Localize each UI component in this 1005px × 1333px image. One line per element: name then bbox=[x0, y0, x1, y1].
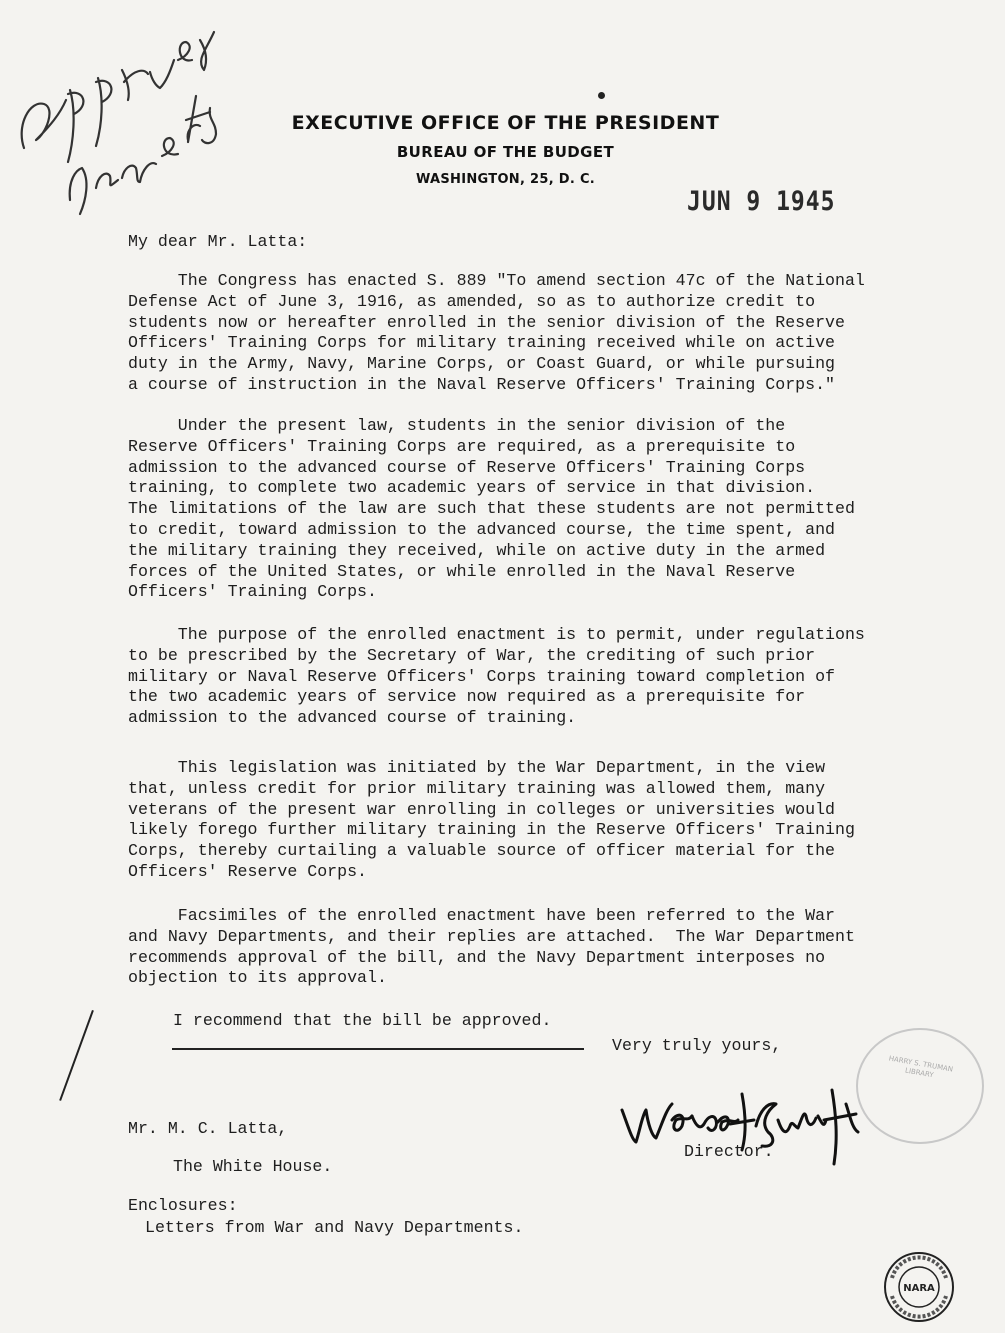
letterhead-office: EXECUTIVE OFFICE OF THE PRESIDENT bbox=[291, 112, 720, 134]
paragraph-line: admission to the advanced course of Reserve Officers' Training Corps bbox=[128, 457, 806, 477]
date-stamp: JUN 9 1945 bbox=[687, 187, 836, 217]
paragraph-line: that, unless credit for prior military training was allowed them, many bbox=[128, 778, 826, 798]
paragraph-1 bbox=[128, 271, 928, 396]
paragraph-line: Officers' Training Corps for military training received while on active bbox=[128, 333, 836, 353]
paragraph-line: forces of the United States, or while enrolled in the Naval Reserve bbox=[128, 561, 796, 581]
enclosures-label: Enclosures: bbox=[128, 1196, 238, 1215]
library-stamp-text: HARRY S. TRUMAN LIBRARY bbox=[888, 1054, 954, 1080]
paragraph-line: Officers' Training Corps. bbox=[128, 582, 377, 602]
paragraph-line: recommends approval of the bill, and the Navy Department interposes no bbox=[128, 947, 826, 967]
paragraph-2 bbox=[128, 416, 928, 603]
paragraph-line: veterans of the present war enrolling in colleges or universities would bbox=[128, 799, 836, 819]
enclosures-item: Letters from War and Navy Departments. bbox=[145, 1218, 524, 1237]
paragraph-line: The purpose of the enrolled enactment is to permit, under regulations bbox=[128, 625, 865, 644]
paragraph-5 bbox=[128, 906, 928, 989]
paragraph-line: Corps, thereby curtailing a valuable source of officer material for the bbox=[128, 841, 836, 861]
paragraph-line: Officers' Reserve Corps. bbox=[128, 861, 367, 881]
recommendation-underline bbox=[172, 1048, 584, 1050]
paragraph-4 bbox=[128, 758, 928, 883]
paragraph-3 bbox=[128, 625, 928, 729]
paragraph-line: training, to complete two academic years of service in that division. bbox=[128, 478, 816, 498]
signature-title: Director. bbox=[684, 1142, 774, 1161]
paragraph-line: the military training they received, while on active duty in the armed bbox=[128, 540, 826, 560]
paragraph-line: a course of instruction in the Naval Reserve Officers' Training Corps." bbox=[128, 374, 836, 394]
paragraph-line: admission to the advanced course of training. bbox=[128, 708, 577, 728]
closing: Very truly yours, bbox=[612, 1036, 782, 1055]
library-stamp-faint bbox=[856, 1028, 984, 1144]
addressee-org: The White House. bbox=[173, 1157, 333, 1176]
paragraph-line: Facsimiles of the enrolled enactment have been referred to the War bbox=[128, 906, 836, 925]
paragraph-line: Defense Act of June 3, 1916, as amended, so as to authorize credit to bbox=[128, 291, 816, 311]
paragraph-line: The limitations of the law are such that these students are not permitted bbox=[128, 499, 855, 519]
paragraph-line: likely forego further military training in the Reserve Officers' Training bbox=[128, 820, 855, 840]
paragraph-line: students now or hereafter enrolled in the senior division of the Reserve bbox=[128, 312, 845, 332]
paragraph-line: objection to its approval. bbox=[128, 968, 387, 988]
punch-dot bbox=[598, 92, 605, 99]
paragraph-line: Under the present law, students in the senior division of the bbox=[128, 416, 786, 435]
addressee-name: Mr. M. C. Latta, bbox=[128, 1119, 288, 1138]
paragraph-line: Reserve Officers' Training Corps are required, as a prerequisite to bbox=[128, 436, 796, 456]
recommendation: I recommend that the bill be approved. bbox=[173, 1011, 552, 1030]
letterhead-location: WASHINGTON, 25, D. C. bbox=[415, 172, 596, 187]
paragraph-line: This legislation was initiated by the War Department, in the view bbox=[128, 758, 826, 777]
nara-seal-icon bbox=[882, 1250, 956, 1324]
paragraph-line: to credit, toward admission to the advanced course, the time spent, and bbox=[128, 519, 836, 539]
paragraph-line: duty in the Army, Navy, Marine Corps, or Coast Guard, or while pursuing bbox=[128, 354, 836, 374]
letterhead-bureau: BUREAU OF THE BUDGET bbox=[396, 143, 615, 161]
paragraph-line: military or Naval Reserve Officers' Corps training toward completion of bbox=[128, 666, 836, 686]
paragraph-line: The Congress has enacted S. 889 "To amend section 47c of the National bbox=[128, 271, 865, 290]
paragraph-line: and Navy Departments, and their replies are attached. The War Department bbox=[128, 926, 855, 946]
margin-pen-mark bbox=[59, 1010, 94, 1101]
paragraph-line: the two academic years of service now required as a prerequisite for bbox=[128, 687, 806, 707]
paragraph-line: to be prescribed by the Secretary of War, the crediting of such prior bbox=[128, 645, 816, 665]
seal-text: NARA bbox=[903, 1283, 935, 1294]
salutation: My dear Mr. Latta: bbox=[128, 232, 308, 251]
